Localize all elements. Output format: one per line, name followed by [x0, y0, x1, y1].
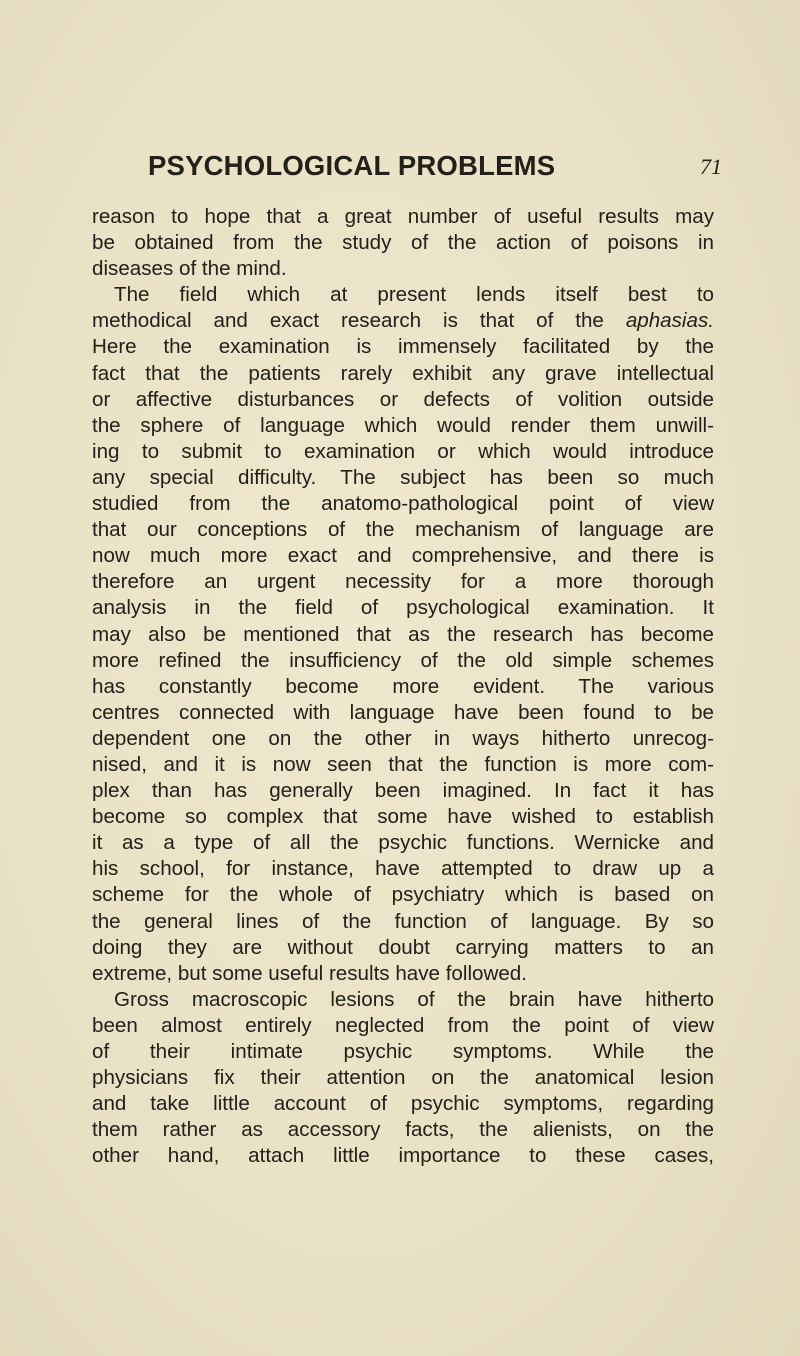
text-line: the sphere of language which would render them unwill-: [92, 413, 714, 437]
text-line: more refined the insufficiency of the old simple schemes: [92, 648, 714, 672]
running-head: [100, 150, 722, 190]
text-line: nised, and it is now seen that the function is more com-: [92, 752, 714, 776]
text-line: or affective disturbances or defects of volition outside: [92, 387, 714, 411]
text-line: become so complex that some have wished to establish: [92, 805, 714, 829]
text-line: them rather as accessory facts, the alienists, on the: [92, 1118, 714, 1142]
text-line: the general lines of the function of language. By so: [92, 909, 714, 933]
text-line: has constantly become more evident. The various: [92, 674, 714, 698]
text-line: physicians fix their attention on the anatomical lesion: [92, 1066, 714, 1090]
text-line: be obtained from the study of the action of poisons in: [92, 231, 714, 255]
emphasis-text: aphasias.: [625, 309, 714, 333]
text-line: doing they are without doubt carrying matters to an: [92, 935, 714, 959]
text-line: [92, 308, 714, 334]
text-line: extreme, but some useful results have followed.: [92, 961, 527, 985]
text-line: Here the examination is immensely facilitated by the: [92, 335, 714, 359]
page-number: 71: [700, 154, 722, 179]
text-line: now much more exact and comprehensive, and there is: [92, 544, 714, 568]
text-line: been almost entirely neglected from the point of view: [92, 1013, 714, 1037]
text-line: his school, for instance, have attempted to draw up a: [92, 857, 714, 881]
text-line: ing to submit to examination or which would introduce: [92, 439, 714, 463]
text-line: fact that the patients rarely exhibit any grave intellectual: [92, 361, 714, 385]
text-line: diseases of the mind.: [92, 257, 287, 281]
text-line: studied from the anatomo-pathological point of view: [92, 492, 714, 516]
text-line: therefore an urgent necessity for a more thorough: [92, 570, 714, 594]
text-line: of their intimate psychic symptoms. While the: [92, 1040, 714, 1063]
text-line: The field which at present lends itself best to: [114, 283, 714, 307]
text-line: it as a type of all the psychic functions. Wernicke and: [92, 831, 714, 855]
text-line: reason to hope that a great number of useful results may: [92, 205, 714, 228]
text-line: Gross macroscopic lesions of the brain have hitherto: [114, 987, 714, 1011]
text-line: centres connected with language have been found to be: [92, 700, 714, 724]
text-line: scheme for the whole of psychiatry which is based on: [92, 883, 714, 907]
text-line: any special difficulty. The subject has been so much: [92, 465, 714, 489]
text-line: other hand, attach little importance to these cases,: [92, 1144, 714, 1168]
body-text: [92, 204, 714, 1169]
text-line: dependent one on the other in ways hitherto unrecog-: [92, 726, 714, 750]
text-line: analysis in the field of psychological examination. It: [92, 596, 714, 620]
text-line: may also be mentioned that as the research has become: [92, 622, 714, 646]
text-segment: methodical and exact research is that of the: [92, 309, 604, 333]
text-line: that our conceptions of the mechanism of language are: [92, 518, 714, 542]
text-line: and take little account of psychic symptoms, regarding: [92, 1092, 714, 1116]
running-title: PSYCHOLOGICAL PROBLEMS: [148, 150, 556, 181]
text-line: plex than has generally been imagined. In fact it has: [92, 779, 714, 803]
